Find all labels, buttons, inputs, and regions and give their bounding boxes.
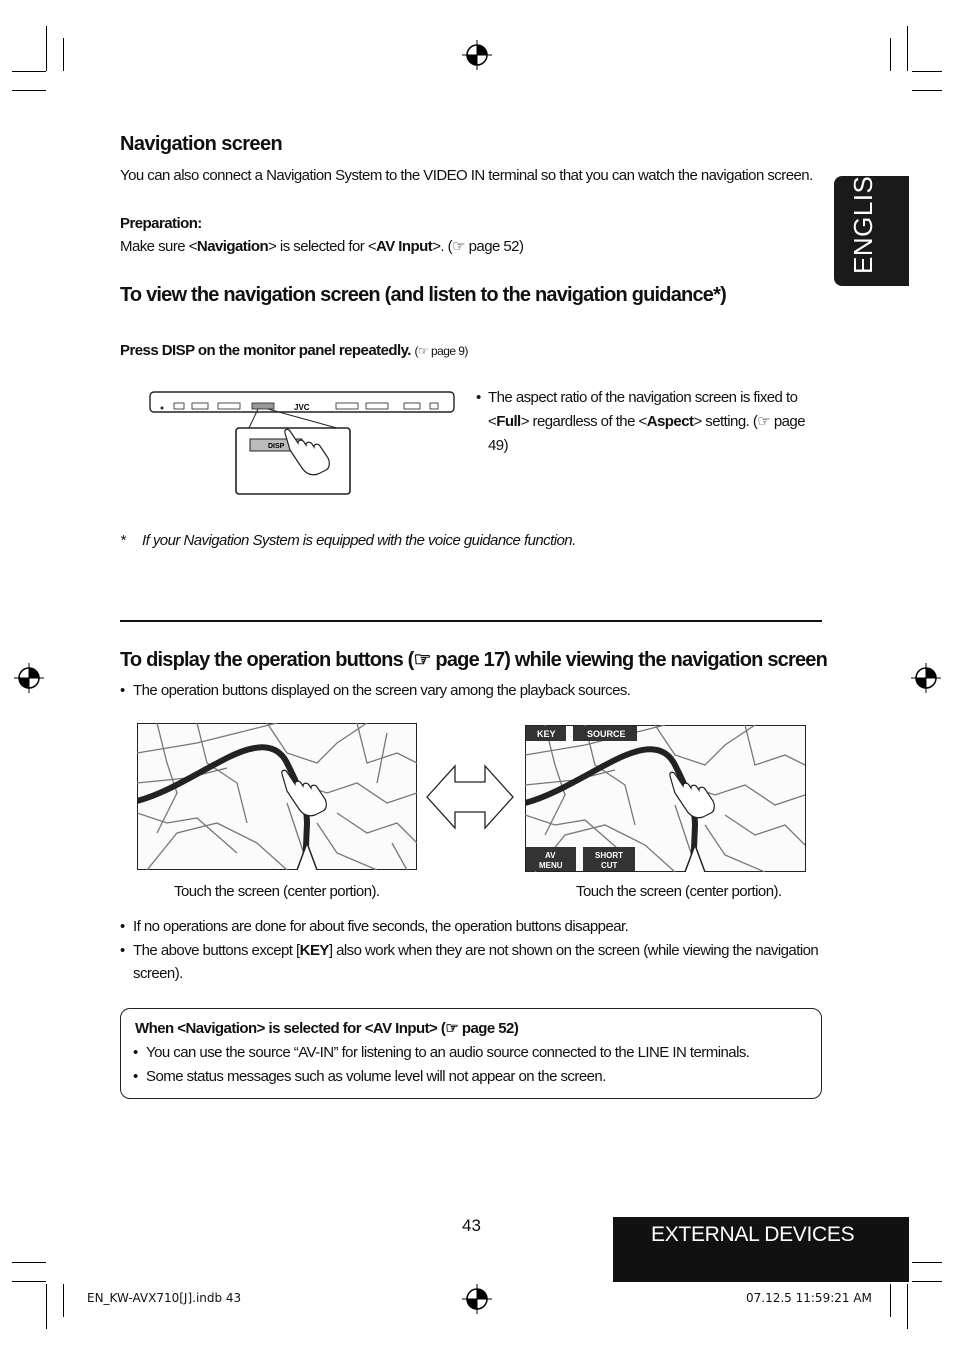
view-instruction: Press DISP on the monitor panel repeatedly. (☞ page 9) <box>120 342 468 359</box>
view-heading: To view the navigation screen (and listen to the navigation guidance*) <box>120 284 726 306</box>
shortcut-button-line-1: SHORT <box>595 851 623 860</box>
map-screen-left[interactable] <box>137 723 417 870</box>
note-bullet-1: You can use the source “AV-IN” for listening to an audio source connected to the LINE IN terminals. <box>146 1044 750 1061</box>
registration-mark-left <box>14 663 44 693</box>
footer-timestamp: 07.12.5 11:59:21 AM <box>746 1291 872 1305</box>
footnote: If your Navigation System is equipped with the voice guidance function. <box>142 532 576 549</box>
language-tab-label: ENGLISH <box>848 156 878 274</box>
preparation-label: Preparation: <box>120 215 202 232</box>
display-bullet-2: If no operations are done for about five seconds, the operation buttons disappear. <box>133 918 629 935</box>
registration-mark-bottom <box>462 1284 492 1314</box>
display-bullet-3: The above buttons except [KEY] also work when they are not shown on the screen (while viewing the navigation <box>133 942 819 959</box>
panel-brand-logo: JVC <box>294 403 310 412</box>
map-screen-right[interactable] <box>525 725 806 872</box>
chapter-tab <box>613 1217 909 1282</box>
av-menu-button-line-2: MENU <box>539 861 563 870</box>
section-intro: You can also connect a Navigation System to the VIDEO IN terminal so that you can watch the navigation screen. <box>120 167 813 184</box>
display-bullet-1: The operation buttons displayed on the screen vary among the playback sources. <box>133 682 631 699</box>
note-bullet-2: Some status messages such as volume level will not appear on the screen. <box>146 1068 606 1085</box>
footnote-mark: * <box>120 532 126 549</box>
caption-left: Touch the screen (center portion). <box>174 883 380 900</box>
aspect-note-line-1: The aspect ratio of the navigation screen is fixed to <box>488 389 798 406</box>
aspect-note-line-2: <Full> regardless of the <Aspect> setting. (☞ page <box>488 413 805 430</box>
preparation-text: Make sure <Navigation> is selected for <AV Input>. (☞ page 52) <box>120 238 524 255</box>
footer-file: EN_KW-AVX710[J].indb 43 <box>87 1291 242 1305</box>
double-arrow-icon <box>425 762 515 832</box>
note-heading: When <Navigation> is selected for <AV Input> (☞ page 52) <box>135 1020 519 1037</box>
aspect-note-line-3: 49) <box>488 437 509 454</box>
language-tab <box>834 156 909 286</box>
key-button: KEY <box>537 729 556 739</box>
monitor-panel-illustration <box>148 390 458 500</box>
panel-disp-button: DISP <box>268 443 285 450</box>
caption-right: Touch the screen (center portion). <box>576 883 782 900</box>
section-heading: Navigation screen <box>120 133 283 155</box>
chapter-tab-label: EXTERNAL DEVICES <box>651 1223 855 1246</box>
section-divider <box>120 620 822 622</box>
source-button: SOURCE <box>587 729 626 739</box>
registration-mark-top <box>462 40 492 70</box>
shortcut-button-line-2: CUT <box>601 861 618 870</box>
registration-mark-right <box>911 663 941 693</box>
av-menu-button-line-1: AV <box>545 851 556 860</box>
display-bullet-3-cont: screen). <box>133 965 183 982</box>
display-heading: To display the operation buttons (☞ page 17) while viewing the navigation screen <box>120 649 828 671</box>
page-number: 43 <box>462 1216 481 1235</box>
